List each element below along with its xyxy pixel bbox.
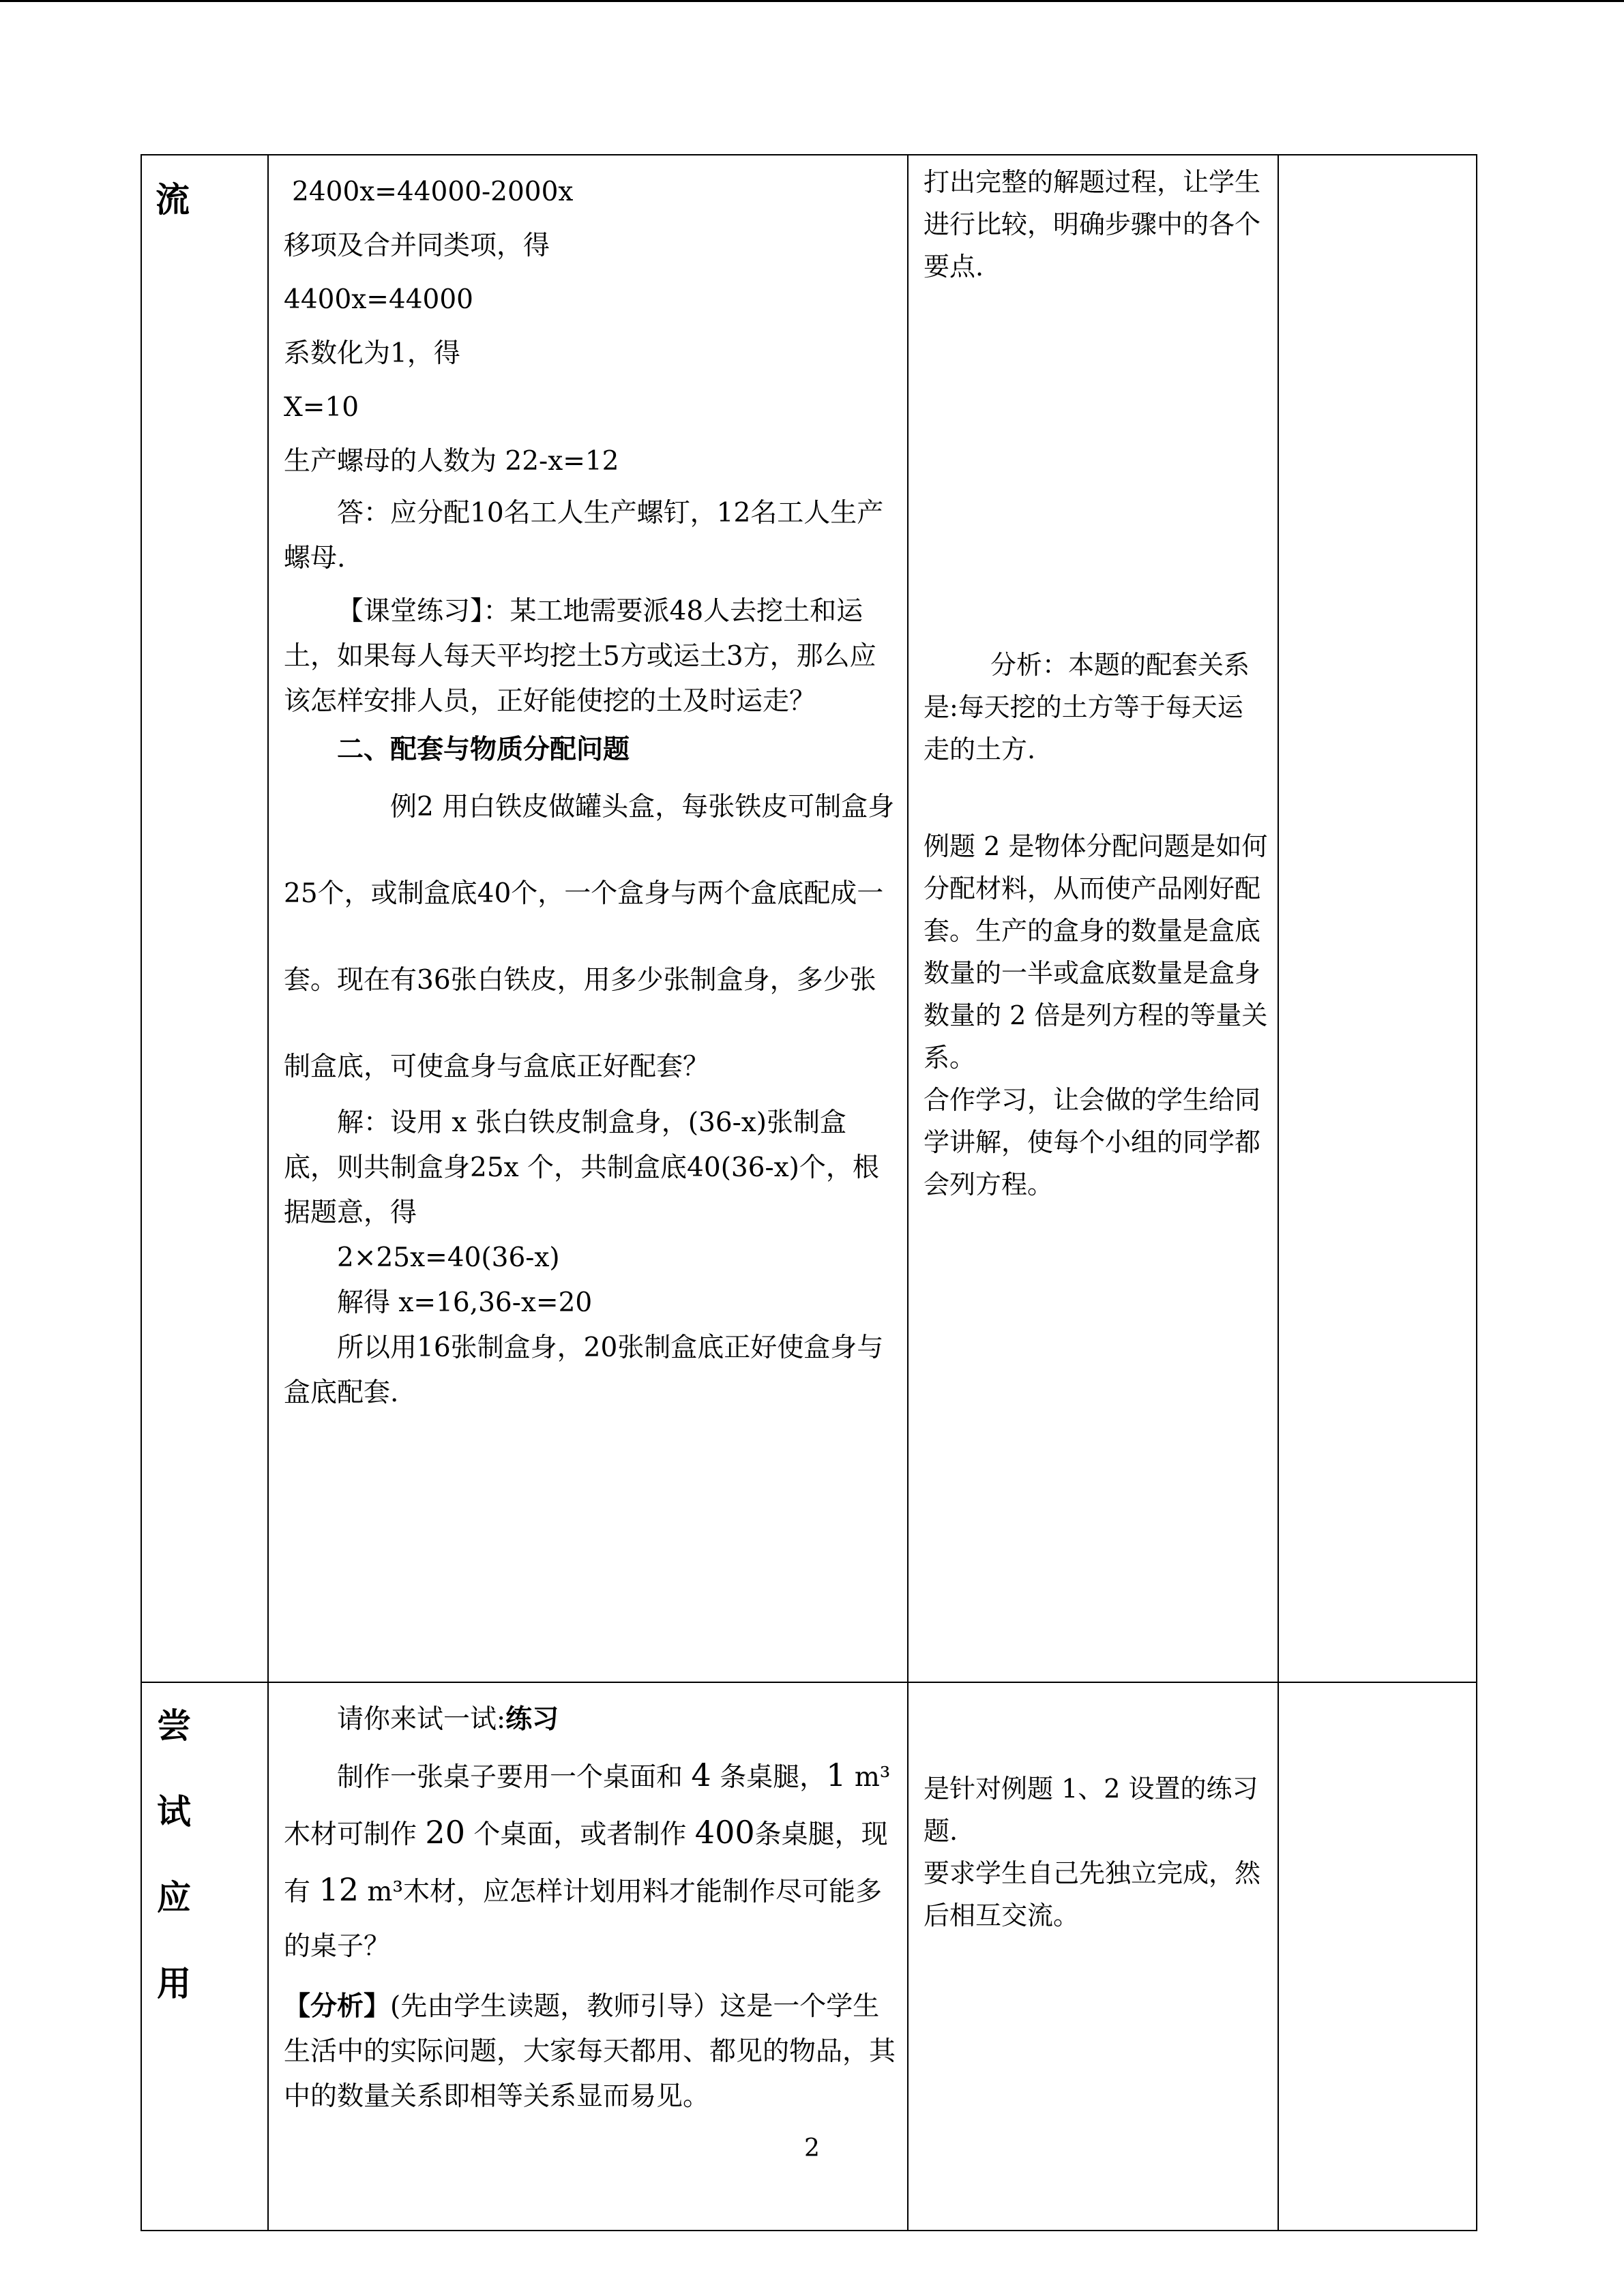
top-border-line <box>0 0 1624 2</box>
exercise-number: 4 <box>691 1757 711 1793</box>
teacher-note: 要求学生自己先独立完成，然后相互交流。 <box>924 1858 1261 1930</box>
exercise-part: 木材可制作 <box>284 1819 417 1850</box>
teacher-note: 分析：本题的配套关系是:每天挖的土方等于每天运走的土方. <box>924 650 1250 764</box>
teacher-note: 打出完整的解题过程，让学生进行比较，明确步骤中的各个要点. <box>924 167 1261 282</box>
exercise-prefix: 请你来试一试: <box>337 1704 506 1735</box>
exercise-number: 12 <box>319 1871 359 1908</box>
teacher-note: 合作学习，让会做的学生给同学讲解，使每个小组的同学都会列方程。 <box>924 1085 1261 1199</box>
exercise-part: 条桌腿，现有 <box>284 1819 888 1907</box>
teacher-note: 例题 2 是物体分配问题是如何分配材料，从而使产品刚好配套。生产的盒身的数量是盒底数量的一半或盒底数量是盒身数量的 2 倍是列方程的等量关系。 <box>924 831 1268 1073</box>
solution-text: 解：设用 x 张白铁皮制盒身，(36-x)张制盒底，则共制盒身25x 个，共制盒底40(36-x)个，根据题意，得 <box>284 1107 879 1228</box>
exercise-part: 条桌腿， <box>720 1762 827 1793</box>
notes-cell-process <box>908 155 1278 1682</box>
exercise-number: 20 <box>425 1814 465 1851</box>
teacher-note: 是针对例题 1、2 设置的练习题. <box>924 1774 1258 1846</box>
solution-result: 解得 x=16,36-x=20 <box>337 1287 593 1318</box>
equation-line: 2×25x=40(36-x) <box>337 1242 560 1273</box>
section-title: 二、配套与物质分配问题 <box>337 734 630 765</box>
page-number: 2 <box>804 2134 820 2162</box>
exercise-heading <box>284 1697 896 1742</box>
conclusion-text: 所以用16张制盒身，20张制盒底正好使盒身与盒底配套. <box>284 1332 884 1408</box>
lesson-plan-table <box>141 154 1477 2231</box>
step-line: 移项及合并同类项，得 <box>284 230 550 261</box>
table-row-process <box>141 155 1477 1682</box>
exercise-unit: m³ <box>367 1877 403 1907</box>
practice-text: 【课堂练习】：某工地需要派48人去挖土和运土，如果每人每天平均挖土5方或运土3方，那么应该怎样安排人员，正好能使挖的土及时运走？ <box>284 596 876 717</box>
row-header-char: 用 <box>157 1963 191 2003</box>
example-text <box>284 764 896 1110</box>
example-body: 用白铁皮做罐头盒，每张铁皮可制盒身25个，或制盒底40个，一个盒身与两个盒底配成一套。现在有36张白铁皮，用多少张制盒身，多少张制盒底，可使盒身与盒底正好配套？ <box>284 792 895 1082</box>
content-cell-process <box>268 155 908 1682</box>
row-header-char: 试 <box>157 1791 191 1832</box>
exercise-number: 1 <box>826 1757 846 1793</box>
step-line: 系数化为1，得 <box>284 338 460 369</box>
answer-text: 答：应分配10名工人生产螺钉，12名工人生产螺母. <box>284 498 884 573</box>
equation-line: 2400x=44000-2000x <box>292 177 574 207</box>
row-header-char: 尝 <box>157 1705 191 1746</box>
row-header-char: 流 <box>156 179 190 220</box>
row-header-process <box>141 155 268 1682</box>
example-label: 例2 <box>390 792 434 822</box>
analysis-label: 【分析】 <box>284 1991 391 2022</box>
exercise-label: 练习 <box>505 1703 559 1735</box>
exercise-part: 制作一张桌子要用一个桌面和 <box>337 1762 683 1793</box>
row-header-char: 应 <box>157 1877 191 1918</box>
exercise-unit: m³ <box>854 1762 891 1793</box>
step-line: 生产螺母的人数为 22-x=12 <box>284 446 619 477</box>
exercise-part: 个桌面，或者制作 <box>473 1819 687 1850</box>
exercise-number: 400 <box>694 1814 755 1851</box>
exercise-text <box>284 1748 896 1974</box>
exercise-part: 木材，应怎样计划用料才能制作尽可能多的桌子？ <box>284 1877 883 1962</box>
analysis-text <box>284 1984 896 2119</box>
empty-cell <box>1278 155 1477 1682</box>
analysis-body: (先由学生读题，教师引导）这是一个学生生活中的实际问题，大家每天都用、都见的物品，其中的数量关系即相等关系显而易见。 <box>284 1991 896 2112</box>
equation-line: 4400x=44000 <box>284 284 473 315</box>
equation-line: X=10 <box>284 392 359 423</box>
